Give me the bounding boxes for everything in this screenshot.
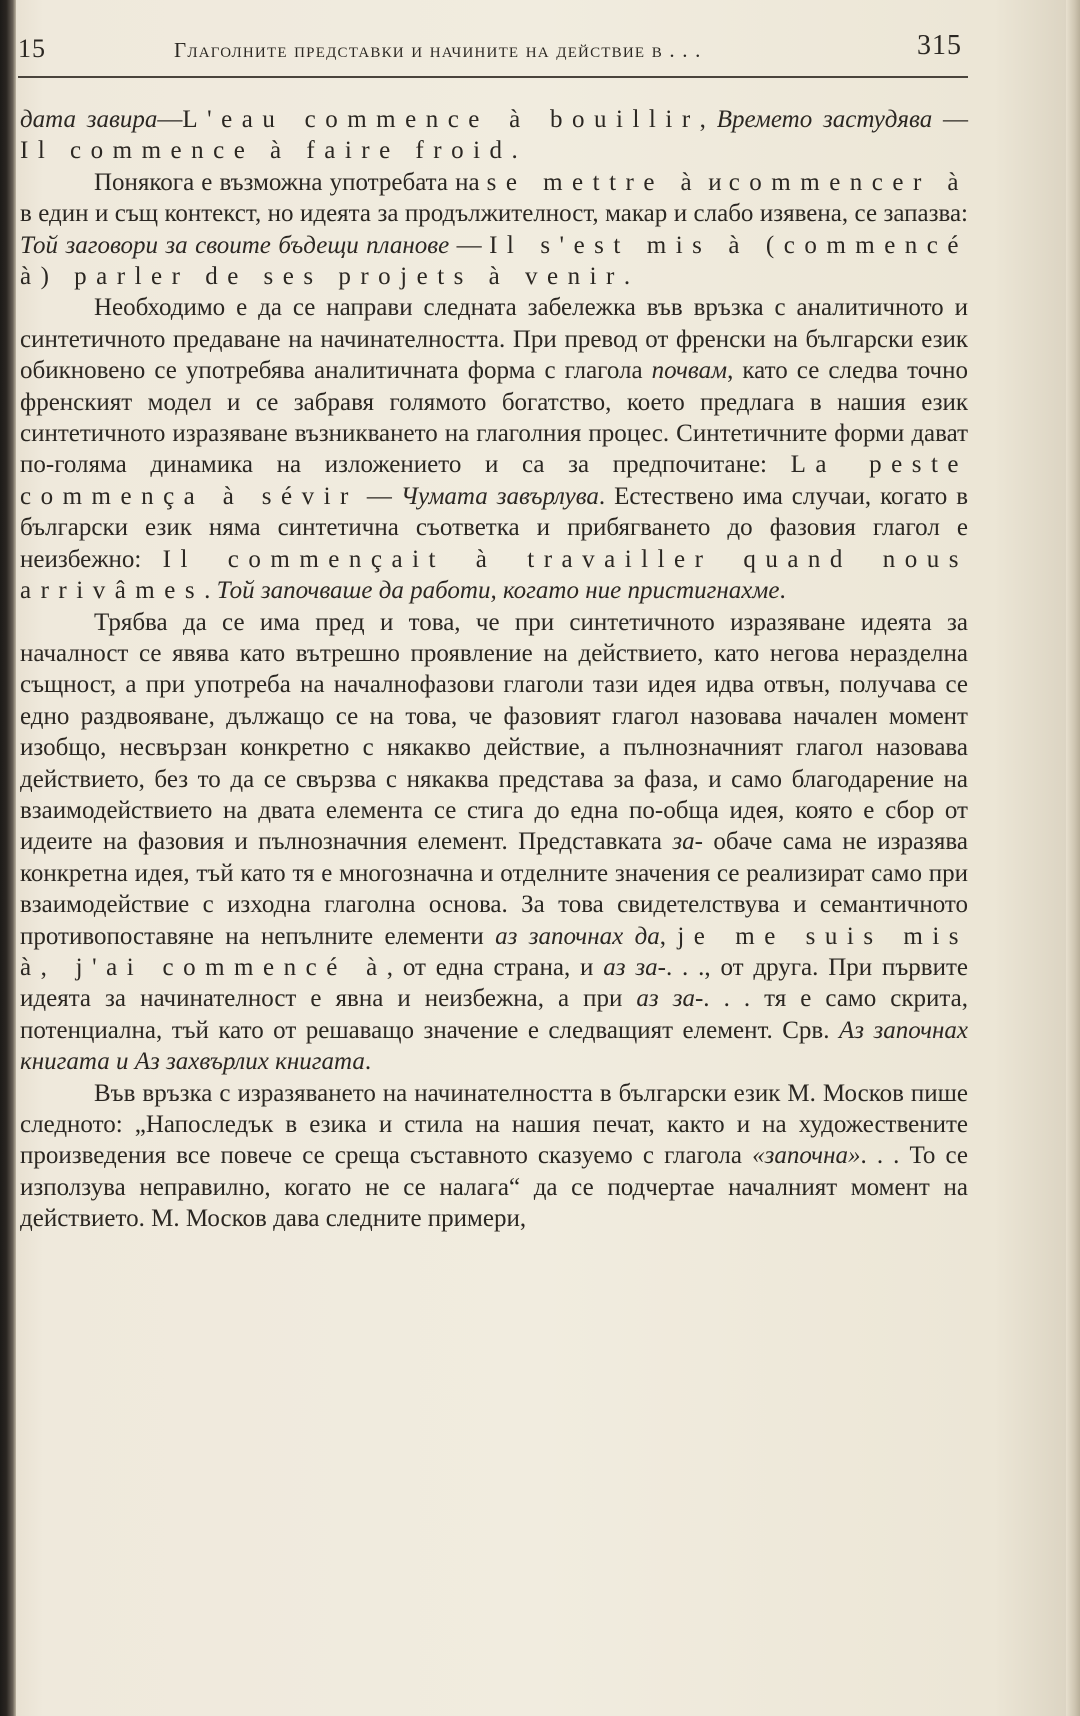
- text-run: . . . тя е само скрита, потенциална, тъй като от решаващо значение е следващият елемент. Срв.: [20, 985, 968, 1044]
- text-run: —: [157, 106, 183, 133]
- french-example: L'eau commence à bouillir: [182, 106, 700, 133]
- italic-example: Той започваше да работи, когато ние пристигнахме: [216, 577, 780, 605]
- text-run: —: [357, 482, 401, 510]
- italic-example: аз започнах да: [495, 922, 660, 950]
- french-example: Il commence à faire froid: [20, 137, 512, 165]
- italic-example: Времето застудява: [716, 106, 933, 133]
- french-example: commencer à: [728, 168, 968, 196]
- text-run: . . . То се използува неправилно, когато не се налага“ да се подчертае началният момент на действието. М. Москов дава следните примери,: [20, 1142, 968, 1233]
- page-header: [18, 26, 968, 74]
- paragraph: [20, 167, 968, 293]
- italic-example: за-: [672, 828, 703, 856]
- text-run: .: [364, 1048, 372, 1076]
- italic-example: Аз започнах книгата и Аз захвърлих книгата: [20, 1016, 968, 1076]
- paragraph: [20, 104, 968, 167]
- text-run: в един и същ контекст, но идеята за продължителност, макар и слабо изявена, се запазва:: [20, 200, 968, 228]
- french-example: Il s'est mis à (commencé à) parler de ses projets à venir: [20, 231, 968, 291]
- running-title: Глаголните представки и начините на действие в . . .: [174, 38, 702, 62]
- text-run: , като се следва точно френският модел и се забравя голямото богатство, което предлага в нашия език синтетичното изразяване възникването на глаголния процес. Синтетичните форми дават по-голяма динамика на изложението и са за предпочитане:: [20, 357, 968, 479]
- text-run: . Естествено има случаи, когато в български език няма синтетична съответка и прибягването до фазовия глагол е неизбежно:: [20, 482, 969, 573]
- text-run: , от една страна, и: [386, 953, 604, 981]
- french-example: se mettre à: [486, 168, 702, 196]
- text-run: —: [932, 106, 969, 133]
- italic-example: Той заговори за своите бъдещи планове: [20, 231, 450, 259]
- text-run: Във връзка с изразяването на начинателността в български език М. Москов пише следното: „Напоследък в езика и стила на нашия печат, както и на художествените произведения все повече се среща съставното сказуемо с глагола: [20, 1079, 968, 1170]
- header-rule: [18, 76, 968, 78]
- text-run: и: [701, 168, 729, 196]
- text-run: Трябва да се има пред и това, че при синтетичното изразяване идеята за началност се явява като вътрешно проявление на действието, като негова неразделна същност, а при употреба на началнофазови глаголи тази идея идва отвън, получава се едно раздвояване, дължащо се на това, че фазовият глагол назовава начален момент изобщо, несвързан конкретно с някакво действие, а пълнозначният глагол назовава действието, без то да се свързва с някаква представа за фаза, и само благодарение на взаимодействието на двата елемента се стига до една по-обща идея, която е сбор от идеите на фазовия и пълнозначния елемент. Представката: [20, 608, 968, 856]
- french-example: Il commençait à travailler quand nous arrivâmes: [20, 545, 968, 605]
- italic-example: дата завира: [20, 106, 158, 133]
- page-edge: [1066, 0, 1080, 1716]
- text-run: Необходимо е да се направи следната забележка във връзка с аналитичното и синтетичното предаване на начинателността. При превод от френски на български език обикновено се употребява аналитичната форма с глагола: [20, 294, 968, 385]
- italic-example: аз за-: [636, 985, 704, 1013]
- italic-example: Чумата завърлува: [400, 482, 599, 510]
- french-example: je me suis mis à, j'ai commencé à: [20, 922, 969, 981]
- text-run: . . ., от друга. При първите идеята за начинателност е явна и неизбежна, а при: [20, 953, 968, 1013]
- text-run: .: [779, 577, 786, 605]
- paragraph: [20, 607, 968, 1078]
- italic-example: аз за-: [603, 953, 666, 981]
- text-run: Понякога е възможна употребата на: [94, 168, 487, 196]
- page-number-left: 15: [18, 34, 46, 63]
- page-number: 315: [917, 30, 962, 61]
- text-run: —: [449, 231, 490, 259]
- text-run: .: [623, 263, 631, 291]
- text-run: ,: [699, 106, 717, 133]
- french-example: La peste commença à sévir: [20, 451, 968, 510]
- italic-example: почвам: [651, 357, 728, 385]
- italic-example: «започна»: [752, 1142, 861, 1170]
- text-run: .: [204, 577, 217, 605]
- body-text: [20, 104, 968, 1235]
- text-run: ,: [659, 922, 678, 950]
- text-run: .: [511, 137, 518, 165]
- paragraph: [20, 292, 968, 606]
- text-run: обаче сама не изразява конкретна идея, тъй като тя е многозначна и отделните значения се реализират само при взаимодействие с изходна глаголна основа. За това свидетелствува и семантичното противопоставяне на непълните елементи: [20, 828, 968, 950]
- paragraph: [20, 1078, 968, 1235]
- book-spine-shadow: [0, 0, 16, 1716]
